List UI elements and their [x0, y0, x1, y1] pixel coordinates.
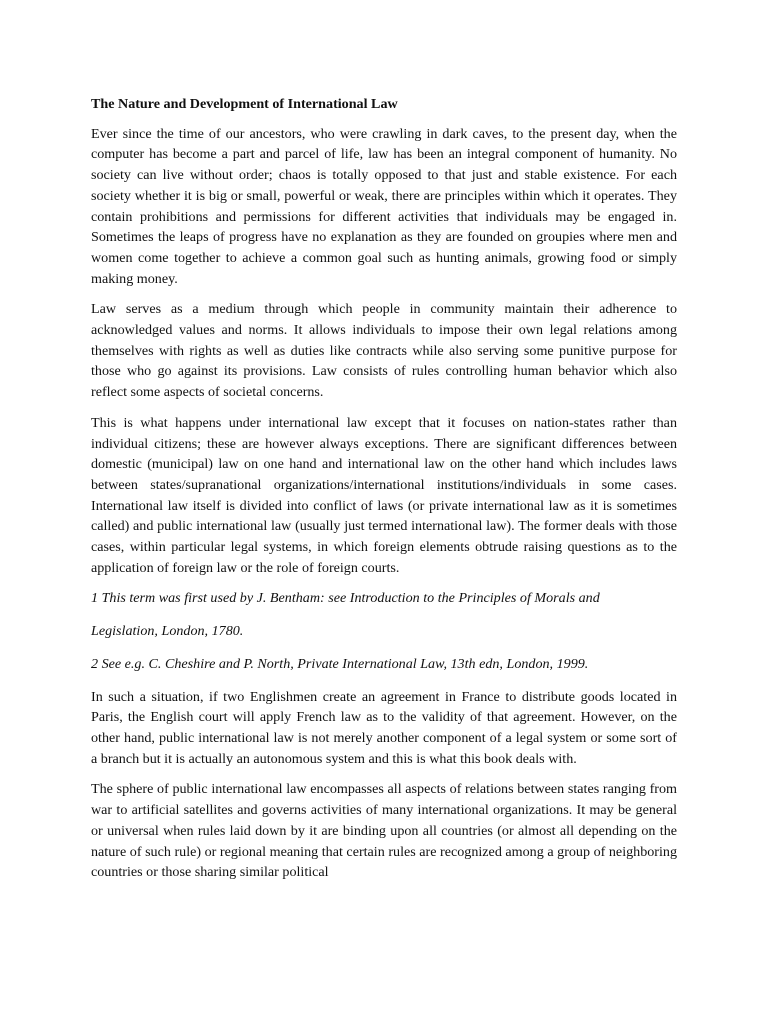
footnote-1-line-2: Legislation, London, 1780.	[91, 623, 244, 640]
paragraph-sphere-of-law: The sphere of public international law encompasses all aspects of relations between states ranging from war to artificial satellites and governs activities of many international organizations. It may be general or universal when rules laid down by it are binding upon all countries (or almost all depending on the nature of such rule) or regional meaning that certain rules are recognized among a group of neighboring countries or those sharing similar political	[91, 781, 677, 881]
paragraph-origins-of-law: Ever since the time of our ancestors, who were crawling in dark caves, to the present day, when the computer has become a part and parcel of life, law has been an integral component of humanity. No society can live without order; chaos is totally opposed to that just and stable existence. For each society whether it is big or small, powerful or weak, there are principles within which it operates. They contain prohibitions and permissions for different activities that individuals may be engaged in. Sometimes the leaps of progress have no explanation as they are founded on groupies where men and women come together to achieve a common goal such as hunting animals, growing food or simply making money.	[91, 125, 677, 287]
paragraph-englishmen-example: In such a situation, if two Englishmen create an agreement in France to distribute goods located in Paris, the English court will apply French law as to the validity of that agreement. However, on the other hand, public international law is not merely another component of a legal system or some sort of a branch but it is actually an autonomous system and this is what this book deals with.	[91, 688, 677, 767]
paragraph-law-as-medium: Law serves as a medium through which people in community maintain their adherence to acknowledged values and norms. It allows individuals to impose their own legal relations among themselves with rights as well as duties like contracts while also serving some punitive purpose for those who go against its provisions. Law consists of rules controlling human behavior which also reflect some aspects of societal concerns.	[91, 301, 677, 401]
document-page	[91, 94, 677, 893]
footnote-1-line-1: 1 This term was first used by J. Bentham: see Introduction to the Principles of Morals and	[91, 590, 600, 607]
paragraph-international-law: This is what happens under international law except that it focuses on nation-states rather than individual citizens; these are however always exceptions. There are significant differences between domestic (municipal) law on one hand and international law on the other hand which includes laws between states/supranational organizations/international institutions/individuals in some cases. International law itself is divided into conflict of laws (or private international law as it is sometimes called) and public international law (usually just termed international law). The former deals with those cases, within particular legal systems, in which foreign elements obtrude raising questions as to the application of foreign law or the role of foreign courts.	[91, 414, 677, 576]
footnote-2: 2 See e.g. C. Cheshire and P. North, Private International Law, 13th edn, London, 1999.	[91, 655, 589, 672]
document-title: The Nature and Development of International Law	[91, 96, 398, 112]
